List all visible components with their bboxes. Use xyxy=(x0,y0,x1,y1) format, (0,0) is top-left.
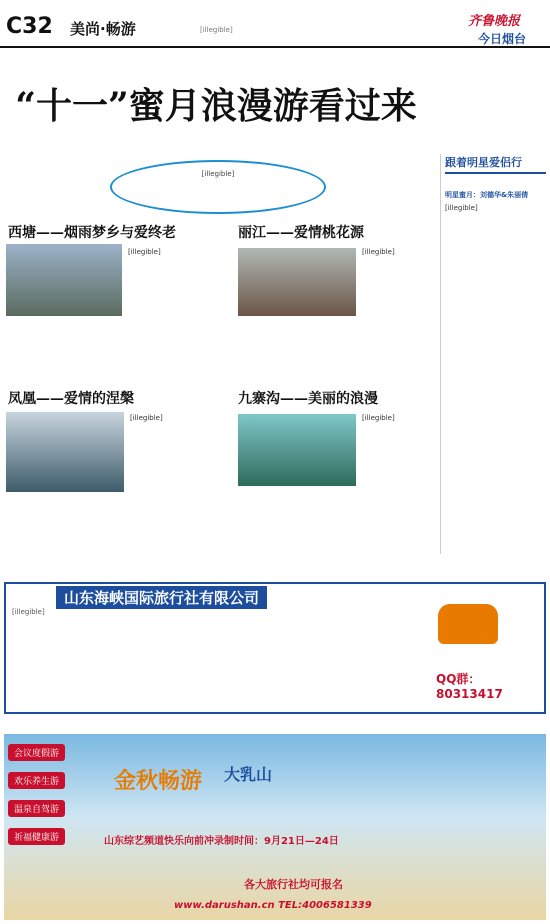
photo-jiuzhaigou xyxy=(238,414,356,486)
cta: 各大旅行社均可报名 xyxy=(244,878,343,891)
section-title-jiuzhaigou: 九寨沟——美丽的浪漫 xyxy=(238,391,378,407)
car-graphic xyxy=(438,604,498,644)
section-name: 美尚·畅游 xyxy=(70,20,136,38)
ad-body: [illegible] xyxy=(12,608,45,616)
darushan-ad xyxy=(4,734,546,920)
text-jiuzhaigou: [illegible] xyxy=(362,414,395,422)
sidebar-title: 跟着明星爱侣行 xyxy=(445,154,546,174)
qq-group: QQ群：80313417 xyxy=(436,672,503,701)
paper-name: 齐鲁晚报 xyxy=(468,14,521,29)
photo-fenghuang xyxy=(6,412,124,492)
menu-item-3: 祈福健康游 xyxy=(8,828,65,845)
menu-item-1: 欢乐养生游 xyxy=(8,772,65,789)
agency-name: 山东海峡国际旅行社有限公司 xyxy=(56,586,267,609)
sidebar-item: 明星蜜月：刘德华&朱丽倩 xyxy=(445,191,529,199)
brand-name: 金秋畅游 xyxy=(114,768,203,794)
slogan: 山东综艺频道快乐向前冲录制时间：9月21日—24日 xyxy=(104,836,339,847)
place-name: 大乳山 xyxy=(224,765,273,784)
section-title-xitang: 西塘——烟雨梦乡与爱终老 xyxy=(8,225,176,241)
text-xitang: [illegible] xyxy=(128,248,161,256)
text-fenghuang: [illegible] xyxy=(130,414,163,422)
menu-item-2: 温泉自驾游 xyxy=(8,800,65,817)
text-lijiang: [illegible] xyxy=(362,248,395,256)
section-title-lijiang: 丽江——爱情桃花源 xyxy=(238,225,364,241)
sidebar xyxy=(440,154,546,554)
intro-oval: [illegible] xyxy=(110,160,326,214)
headline: “十一”蜜月浪漫游看过来 xyxy=(15,85,417,127)
page-number: C32 xyxy=(6,14,53,39)
edition-name: 今日烟台 xyxy=(478,32,527,46)
photo-lijiang xyxy=(238,248,356,316)
travel-agency-ad xyxy=(4,582,546,714)
page-header xyxy=(0,0,550,48)
contact: www.darushan.cn TEL:4006581339 xyxy=(174,900,372,911)
sidebar-text: [illegible] xyxy=(445,204,478,212)
menu-item-0: 会议度假游 xyxy=(8,744,65,761)
photo-xitang xyxy=(6,244,122,316)
dateline: [illegible] xyxy=(200,26,233,34)
section-title-fenghuang: 凤凰——爱情的涅槃 xyxy=(8,391,134,407)
